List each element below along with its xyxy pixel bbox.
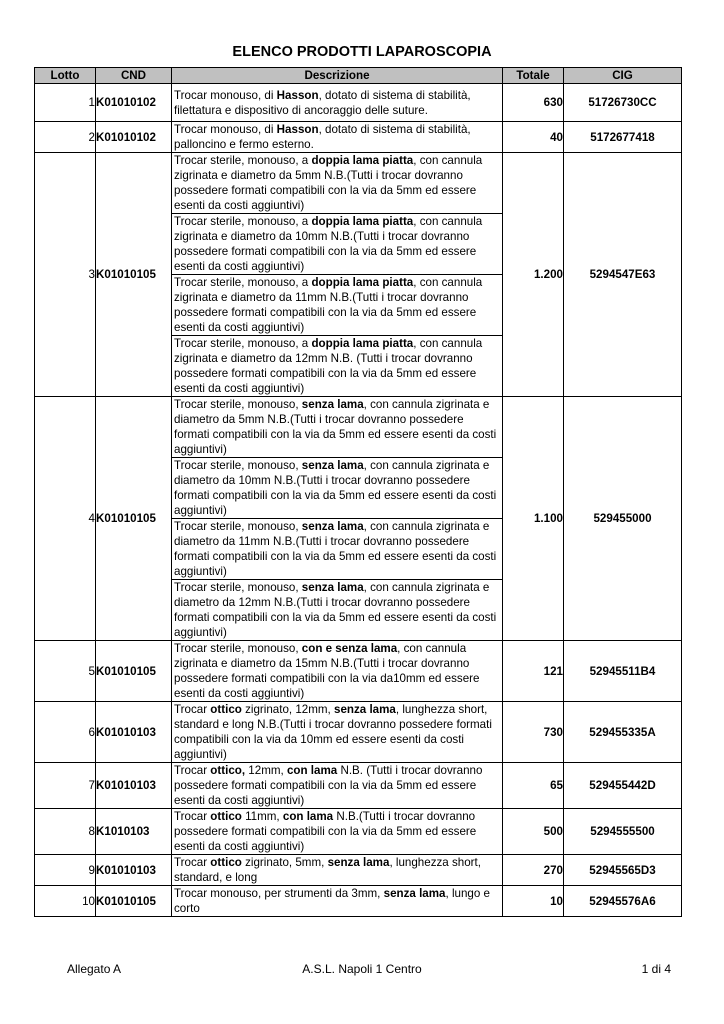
cig-cell: 529455335A [564, 702, 682, 763]
cig-cell: 529455000 [564, 397, 682, 641]
cig-cell: 52945511B4 [564, 641, 682, 702]
description-text: , con cannula zigrinata e diametro da 10mm N.B.(Tutti i trocar dovranno possedere formati compatibili con la via da 5mm ed essere esenti da costi aggiuntivi) [174, 459, 497, 517]
lotto-cell: 7 [35, 763, 96, 809]
footer-left: Allegato A [67, 962, 122, 976]
description-paragraph [172, 397, 502, 457]
description-text: 11mm, [241, 810, 283, 823]
header-cnd: CND [96, 68, 172, 84]
cnd-cell: K01010105 [96, 397, 172, 641]
description-text: zigrinato, 12mm, [241, 703, 334, 716]
description-paragraph [172, 213, 502, 274]
description-text: , con cannula zigrinata e diametro da 12mm N.B.(Tutti i trocar dovranno possedere formati compatibili con la via da 5mm ed essere esenti da costi aggiuntivi) [174, 581, 497, 639]
totale-cell: 730 [503, 702, 564, 763]
description-paragraph [172, 274, 502, 335]
table-row [35, 763, 682, 809]
lotto-cell: 9 [35, 855, 96, 886]
description-paragraph [172, 153, 502, 213]
cig-cell: 52945565D3 [564, 855, 682, 886]
description-text: Trocar sterile, monouso, a [174, 215, 312, 228]
table-row [35, 641, 682, 702]
description-bold-text: ottico, [210, 764, 246, 777]
description-bold-text: doppia lama piatta [311, 337, 414, 350]
description-text: Trocar [174, 764, 211, 777]
description-cell [172, 809, 503, 855]
description-cell [172, 855, 503, 886]
description-bold-text: senza lama [301, 581, 364, 594]
description-text: N.B.(Tutti i trocar dovranno possedere formati compatibili con la via da 5mm ed essere esenti da costi aggiuntivi) [174, 810, 477, 853]
description-bold-text: doppia lama piatta [311, 154, 414, 167]
cig-cell: 52945576A6 [564, 886, 682, 917]
table-row [35, 702, 682, 763]
totale-cell: 40 [503, 122, 564, 153]
description-bold-text: ottico [210, 856, 242, 869]
description-text: , lungo e corto [174, 887, 490, 915]
description-paragraph [172, 886, 502, 916]
lotto-cell: 8 [35, 809, 96, 855]
cnd-cell: K01010102 [96, 84, 172, 122]
description-bold-text: Hasson [276, 88, 319, 102]
table-row [35, 855, 682, 886]
description-text: , dotato di sistema di stabilità, filettatura e dispositivo di ancoraggio delle suture. [174, 88, 471, 117]
totale-cell: 121 [503, 641, 564, 702]
page-title: ELENCO PRODOTTI LAPAROSCOPIA [232, 44, 492, 60]
description-cell [172, 153, 503, 397]
description-paragraph [172, 122, 502, 152]
description-bold-text: senza lama [301, 520, 364, 533]
description-bold-text: ottico [210, 703, 242, 716]
description-bold-text: doppia lama piatta [311, 215, 414, 228]
lotto-cell: 5 [35, 641, 96, 702]
table-row [35, 122, 682, 153]
totale-cell: 270 [503, 855, 564, 886]
totale-cell: 1.200 [503, 153, 564, 397]
lotto-cell: 4 [35, 397, 96, 641]
cig-cell: 51726730CC [564, 84, 682, 122]
description-text: Trocar sterile, monouso, a [174, 337, 312, 350]
description-paragraph [172, 855, 502, 885]
description-text: , lunghezza short, standard, e long [174, 856, 481, 884]
header-descrizione: Descrizione [172, 68, 503, 84]
description-text: Trocar sterile, monouso, [174, 398, 302, 411]
cnd-cell: K01010105 [96, 886, 172, 917]
header-totale: Totale [503, 68, 564, 84]
description-text: Trocar sterile, monouso, a [174, 154, 312, 167]
description-text: Trocar sterile, monouso, [174, 642, 302, 655]
lotto-cell: 6 [35, 702, 96, 763]
description-text: Trocar [174, 856, 211, 869]
description-bold-text: senza lama [383, 887, 446, 900]
description-text: 12mm, [245, 764, 287, 777]
description-bold-text: con e senza lama [301, 642, 398, 655]
description-cell [172, 763, 503, 809]
description-paragraph [172, 88, 502, 118]
description-text: Trocar sterile, monouso, [174, 459, 302, 472]
description-text: Trocar [174, 703, 211, 716]
description-bold-text: doppia lama piatta [311, 276, 414, 289]
description-bold-text: Hasson [276, 123, 319, 136]
description-cell [172, 702, 503, 763]
cnd-cell: K01010105 [96, 153, 172, 397]
description-paragraph [172, 763, 502, 808]
description-text: , con cannula zigrinata e diametro da 12mm N.B. (Tutti i trocar dovranno possedere formati compatibili con la via da 5mm ed essere esenti da costi aggiuntivi) [174, 337, 483, 395]
footer-center: A.S.L. Napoli 1 Centro [302, 962, 422, 976]
description-bold-text: senza lama [301, 398, 364, 411]
table-row [35, 397, 682, 641]
description-paragraph [172, 457, 502, 518]
cig-cell: 529455442D [564, 763, 682, 809]
header-lotto: Lotto [35, 68, 96, 84]
description-text: , con cannula zigrinata e diametro da 10mm N.B.(Tutti i trocar dovranno possedere formati compatibili con la via da 5mm ed essere esenti da costi aggiuntivi) [174, 215, 483, 273]
description-text: , con cannula zigrinata e diametro da 11mm N.B.(Tutti i trocar dovranno possedere formati compatibili con la via da 5mm ed essere esenti da costi aggiuntivi) [174, 520, 497, 578]
totale-cell: 630 [503, 84, 564, 122]
description-bold-text: con lama [282, 810, 334, 823]
description-text: , lunghezza short, standard e long N.B.(Tutti i trocar dovranno possedere formati compatibili con la via da 10mm ed essere esenti da costi aggiuntivi) [174, 703, 492, 761]
products-table [34, 67, 682, 917]
table-header-row [35, 68, 682, 84]
cnd-cell: K1010103 [96, 809, 172, 855]
cig-cell: 5294555500 [564, 809, 682, 855]
description-text: , con cannula zigrinata e diametro da 5mm N.B.(Tutti i trocar dovranno possedere formati compatibili con la via da 5mm ed essere esenti da costi aggiuntivi) [174, 398, 497, 456]
description-bold-text: senza lama [301, 459, 364, 472]
description-cell [172, 84, 503, 122]
description-text: Trocar monouso, per strumenti da 3mm, [174, 887, 384, 900]
description-paragraph [172, 809, 502, 854]
cnd-cell: K01010103 [96, 855, 172, 886]
description-bold-text: senza lama [327, 856, 390, 869]
cnd-cell: K01010103 [96, 702, 172, 763]
description-text: Trocar sterile, monouso, [174, 581, 302, 594]
description-cell [172, 122, 503, 153]
description-text: Trocar sterile, monouso, [174, 520, 302, 533]
description-bold-text: con lama [286, 764, 338, 777]
lotto-cell: 1 [35, 84, 96, 122]
description-cell [172, 886, 503, 917]
table-row [35, 84, 682, 122]
lotto-cell: 2 [35, 122, 96, 153]
cig-cell: 5294547E63 [564, 153, 682, 397]
header-cig: CIG [564, 68, 682, 84]
cnd-cell: K01010105 [96, 641, 172, 702]
description-cell [172, 397, 503, 641]
description-paragraph [172, 518, 502, 579]
table-row [35, 153, 682, 397]
lotto-cell: 3 [35, 153, 96, 397]
description-text: , dotato di sistema di stabilità, palloncino e fermo esterno. [174, 123, 471, 151]
description-text: Trocar sterile, monouso, a [174, 276, 312, 289]
cnd-cell: K01010103 [96, 763, 172, 809]
description-text: N.B. (Tutti i trocar dovranno possedere formati compatibili con la via da 5mm ed essere esenti da costi aggiuntivi) [174, 764, 483, 807]
description-paragraph [172, 335, 502, 396]
description-text: Trocar monouso, di [174, 123, 277, 136]
description-text: , con cannula zigrinata e diametro da 11mm N.B.(Tutti i trocar dovranno possedere formati compatibili con la via da 5mm ed essere esenti da costi aggiuntivi) [174, 276, 483, 334]
description-bold-text: ottico [210, 810, 242, 823]
totale-cell: 1.100 [503, 397, 564, 641]
table-row [35, 809, 682, 855]
cnd-cell: K01010102 [96, 122, 172, 153]
cig-cell: 5172677418 [564, 122, 682, 153]
description-paragraph [172, 641, 502, 701]
totale-cell: 500 [503, 809, 564, 855]
totale-cell: 65 [503, 763, 564, 809]
description-cell [172, 641, 503, 702]
table-body [35, 84, 682, 917]
description-text: zigrinato, 5mm, [241, 856, 328, 869]
description-text: , con cannula zigrinata e diametro da 5mm N.B.(Tutti i trocar dovranno possedere formati compatibili con la via da 5mm ed essere esenti da costi aggiuntivi) [174, 154, 483, 212]
totale-cell: 10 [503, 886, 564, 917]
description-text: Trocar monouso, di [174, 88, 277, 102]
footer-page-number: 1 di 4 [641, 962, 671, 976]
description-bold-text: senza lama [334, 703, 396, 716]
description-text: Trocar [174, 810, 211, 823]
table-row [35, 886, 682, 917]
description-paragraph [172, 702, 502, 762]
lotto-cell: 10 [35, 886, 96, 917]
description-text: , con cannula zigrinata e diametro da 15mm N.B.(Tutti i trocar dovranno possedere formati compatibili con la via da10mm ed essere esenti da costi aggiuntivi) [174, 642, 480, 700]
description-paragraph [172, 579, 502, 640]
